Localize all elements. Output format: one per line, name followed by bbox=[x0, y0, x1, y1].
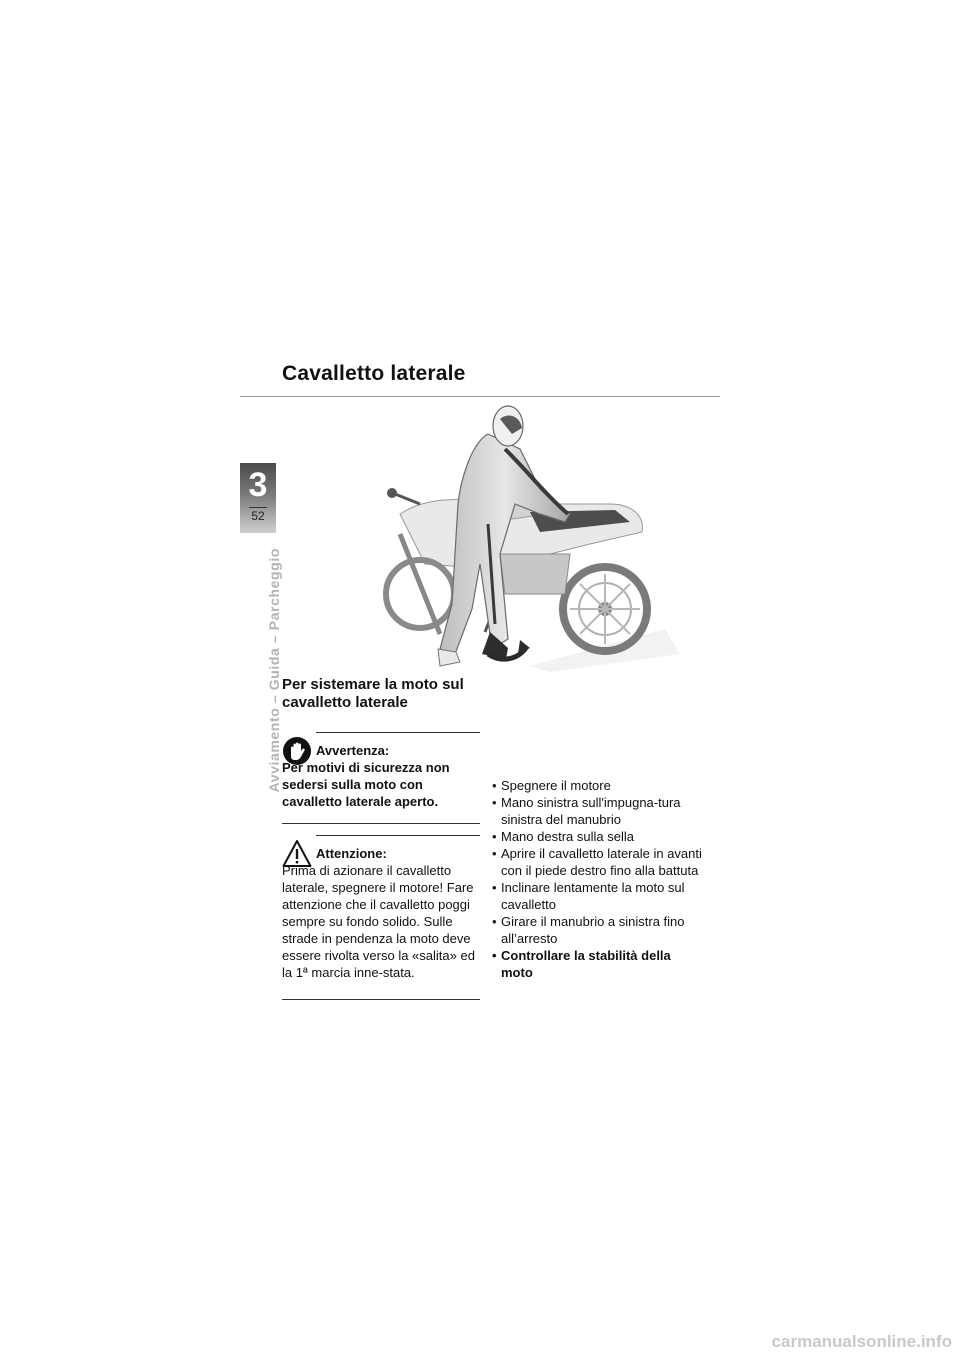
chapter-divider bbox=[249, 507, 267, 508]
chapter-side-label: Avviamento – Guida – Parcheggio bbox=[266, 548, 282, 793]
footer-watermark: carmanualsonline.info bbox=[771, 1332, 952, 1351]
motorcycle-sidestand-illustration bbox=[380, 404, 680, 672]
page-number: 52 bbox=[251, 509, 265, 523]
warning-text: Per motivi di sicurezza non sedersi sulla moto con cavalletto laterale aperto. bbox=[282, 760, 450, 809]
caution-bottom-rule bbox=[282, 999, 480, 1000]
caution-text: Prima di azionare il cavalletto laterale, spegnere il motore! Fare attenzione che il cavalletto poggi sempre su fondo solido. Sulle strade in pendenza la moto deve essere rivolta verso la «salita» ed la 1ª marcia inne-stata. bbox=[282, 863, 475, 980]
caution-title: Attenzione: bbox=[316, 846, 387, 861]
list-item: • Inclinare lentamente la moto sul cavalletto bbox=[492, 879, 702, 913]
warning-top-rule bbox=[316, 732, 480, 733]
warning-bottom-rule bbox=[282, 823, 480, 824]
chapter-tab bbox=[240, 463, 276, 533]
list-item: • Controllare la stabilità della moto bbox=[492, 947, 702, 981]
title-divider bbox=[240, 396, 720, 397]
list-item: • Aprire il cavalletto laterale in avanti con il piede destro fino alla battuta bbox=[492, 845, 702, 879]
list-item: • Spegnere il motore bbox=[492, 777, 702, 794]
caution-box bbox=[282, 835, 480, 1003]
chapter-number: 3 bbox=[248, 466, 268, 504]
list-item: • Mano sinistra sull'impugna-tura sinistra del manubrio bbox=[492, 794, 702, 828]
list-item: • Girare il manubrio a sinistra fino all’arresto bbox=[492, 913, 702, 947]
section-subheading: Per sistemare la moto sul cavalletto laterale bbox=[282, 676, 464, 711]
list-item: • Mano destra sulla sella bbox=[492, 828, 702, 845]
procedure-steps bbox=[492, 777, 702, 981]
warning-box bbox=[282, 732, 480, 826]
caution-top-rule bbox=[316, 835, 480, 836]
page-title: Cavalletto laterale bbox=[282, 362, 466, 385]
warning-title: Avvertenza: bbox=[316, 743, 390, 758]
